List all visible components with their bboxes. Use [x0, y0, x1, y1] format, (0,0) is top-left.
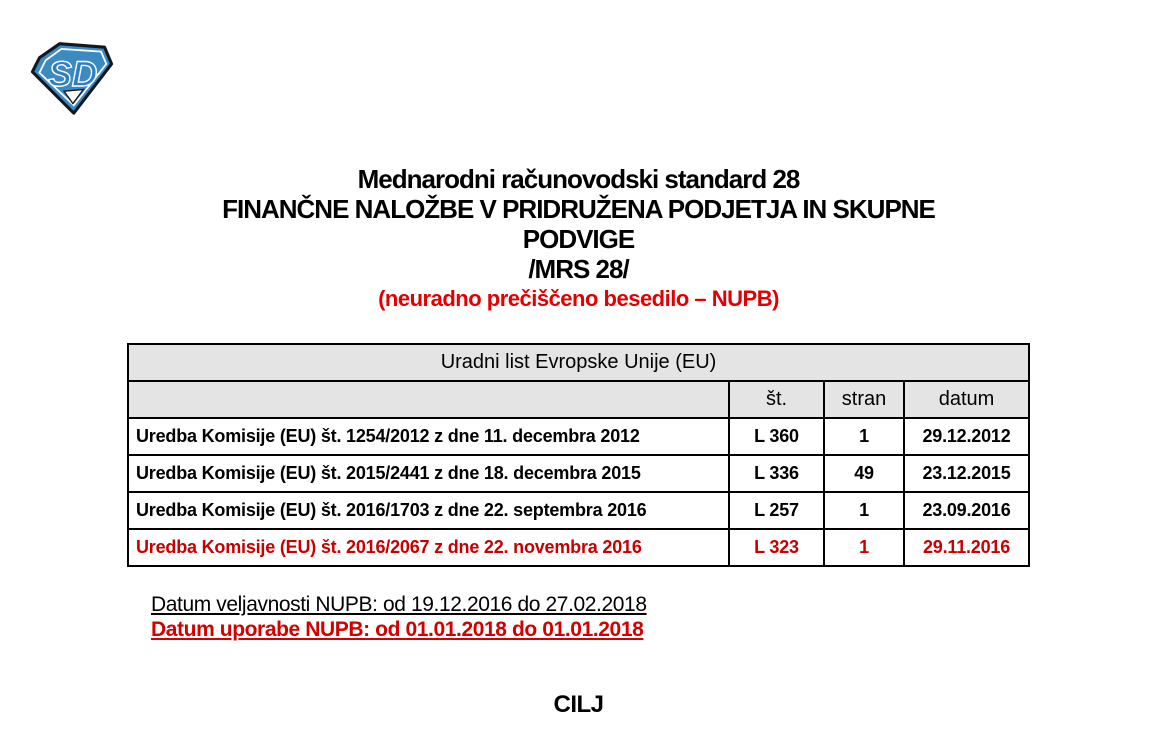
title-block [0, 164, 1157, 314]
row-st: L 323 [729, 529, 824, 566]
sd-logo-letters: SD [48, 54, 98, 94]
sd-logo-icon [28, 38, 116, 118]
col-header-stran: stran [824, 381, 904, 418]
title-line-4: /MRS 28/ [528, 254, 629, 284]
col-header-empty [128, 381, 729, 418]
row-stran: 1 [824, 418, 904, 455]
row-title: Uredba Komisije (EU) št. 2015/2441 z dne 18. decembra 2015 [128, 455, 729, 492]
table-row [128, 418, 1029, 455]
row-stran: 1 [824, 492, 904, 529]
table-row [128, 455, 1029, 492]
col-header-st: št. [729, 381, 824, 418]
col-header-datum: datum [904, 381, 1029, 418]
title-line-2: FINANČNE NALOŽBE V PRIDRUŽENA PODJETJA IN SKUPNE [222, 194, 935, 224]
eu-official-journal-table [127, 343, 1030, 567]
row-st: L 336 [729, 455, 824, 492]
row-datum: 29.12.2012 [904, 418, 1029, 455]
date-notes [151, 592, 647, 642]
usage-note: Datum uporabe NUPB: od 01.01.2018 do 01.01.2018 [151, 618, 644, 641]
table-caption: Uradni list Evropske Unije (EU) [128, 344, 1029, 381]
row-title: Uredba Komisije (EU) št. 1254/2012 z dne 11. decembra 2012 [128, 418, 729, 455]
row-stran: 1 [824, 529, 904, 566]
row-stran: 49 [824, 455, 904, 492]
row-title: Uredba Komisije (EU) št. 2016/1703 z dne 22. septembra 2016 [128, 492, 729, 529]
row-title: Uredba Komisije (EU) št. 2016/2067 z dne 22. novembra 2016 [128, 529, 729, 566]
subtitle-nupb: (neuradno prečiščeno besedilo – NUPB) [378, 286, 779, 311]
table-header-row [128, 381, 1029, 418]
table-row-highlighted [128, 529, 1029, 566]
title-line-1: Mednarodni računovodski standard 28 [357, 164, 800, 194]
table-row [128, 492, 1029, 529]
row-st: L 360 [729, 418, 824, 455]
sd-logo [28, 38, 116, 118]
row-datum: 23.09.2016 [904, 492, 1029, 529]
table-caption-row [128, 344, 1029, 381]
row-st: L 257 [729, 492, 824, 529]
validity-note: Datum veljavnosti NUPB: od 19.12.2016 do 27.02.2018 [151, 593, 647, 616]
row-datum: 29.11.2016 [904, 529, 1029, 566]
title-line-3: PODVIGE [522, 224, 635, 254]
row-datum: 23.12.2015 [904, 455, 1029, 492]
section-heading-cilj: CILJ [553, 691, 604, 718]
